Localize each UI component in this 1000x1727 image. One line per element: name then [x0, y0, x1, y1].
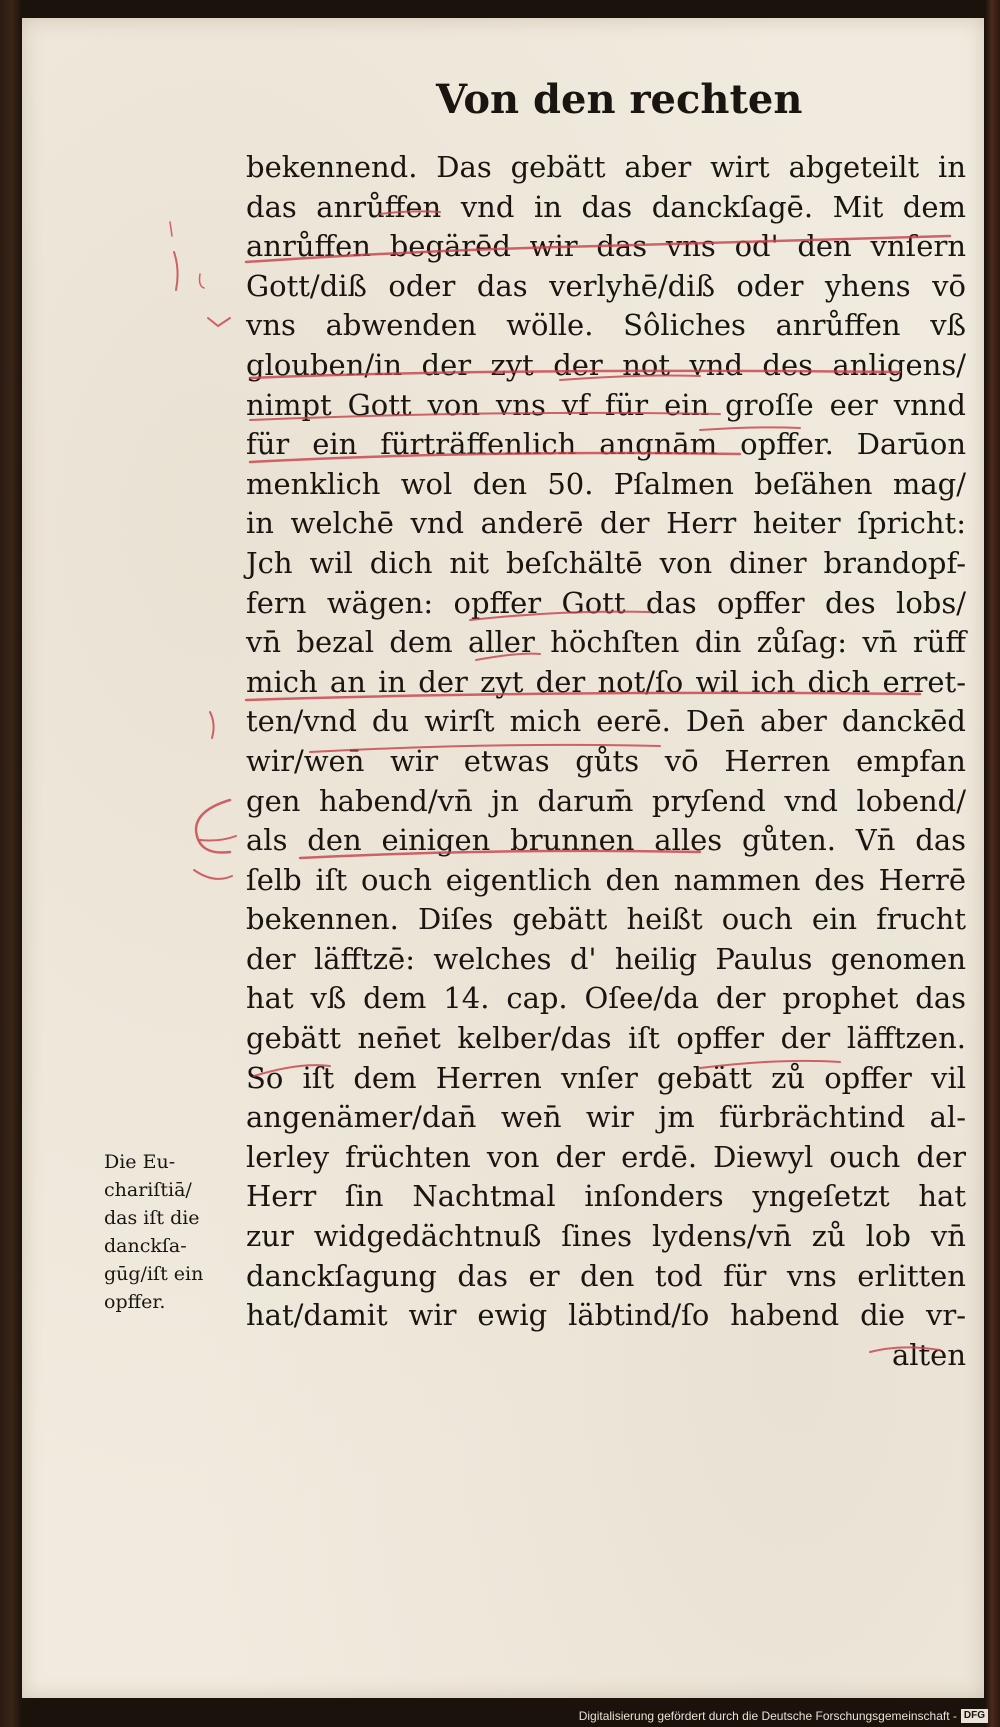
text-line: menklich wol den 50. Pſalmen beſähen mag/: [246, 466, 966, 501]
text-line: für ein fürträffenlich angnām opffer. Darūon: [246, 427, 966, 462]
text-line: das anrůffen vnd in das danckſagē. Mit dem: [246, 189, 966, 224]
text-line: Herr ſin Nachtmal inſonders yngeſetzt hat: [246, 1179, 966, 1214]
text-line: lerley früchten von der erdē. Diewyl ouch der: [246, 1139, 966, 1174]
text-line: fern wägen: opffer Gott das opffer des lobs/: [246, 585, 966, 620]
text-line: ſelb iſt ouch eigentlich den nammen des Herrē: [246, 862, 966, 897]
text-line: zur widgedächtnuß ſines lydens/vn̄ zů lob vn̄: [246, 1219, 966, 1254]
text-line: vn̄ bezal dem aller höchſten din zůſag: vn̄ rüff: [246, 625, 966, 660]
margin-note-line: danckſa-: [104, 1235, 187, 1257]
catchword: alten: [891, 1337, 966, 1372]
margin-note-line: opffer.: [104, 1291, 166, 1313]
credit-text: Digitalisierung gefördert durch die Deutsche Forschungsgemeinschaft -: [578, 1709, 957, 1723]
margin-note-line: chariſtiā/: [104, 1179, 192, 1201]
digitization-credit: [579, 1709, 988, 1723]
margin-note-line: das iſt die: [104, 1207, 200, 1229]
body-text: [246, 148, 966, 1375]
running-header: Von den rechten: [436, 76, 803, 123]
text-line: nimpt Gott von vns vf für ein groſſe eer vnnd: [246, 387, 966, 422]
text-line: mich an in der zyt der not/ſo wil ich dich erret-: [246, 664, 966, 699]
text-line: hat/damit wir ewig läbtind/ſo habend die vr-: [246, 1298, 966, 1333]
text-line: in welchē vnd anderē der Herr heiter ſpricht:: [246, 506, 966, 541]
text-line: hat vß dem 14. cap. Oſee/da der prophet das: [246, 981, 966, 1016]
margin-note: [104, 1148, 244, 1316]
text-line: gebätt nen̄et kelber/das iſt opffer der läfftzen.: [246, 1021, 966, 1056]
text-line: angenämer/dan̄ wen̄ wir jm fürbrächtind al-: [246, 1100, 966, 1135]
text-line: anrůffen begärēd wir das vns od' den vnſern: [246, 229, 966, 264]
text-line: bekennend. Das gebätt aber wirt abgeteilt in: [246, 150, 966, 184]
text-line: der läfftzē: welches d' heilig Paulus genomen: [246, 941, 966, 976]
margin-note-line: Die Eu-: [104, 1151, 176, 1173]
text-line: danckſagung das er den tod für vns erlitten: [246, 1258, 966, 1293]
text-line: ten/vnd du wirſt mich eerē. Den̄ aber danckēd: [246, 704, 966, 739]
dfg-logo: DFG: [961, 1709, 988, 1723]
text-line: glouben/in der zyt der not vnd des anligens/: [246, 347, 966, 382]
text-line: wir/wen̄ wir etwas gůts vō Herren empfan: [246, 743, 966, 778]
margin-note-line: gūg/iſt ein: [104, 1263, 204, 1285]
text-line: Jch wil dich nit beſchältē von diner brandopf-: [246, 545, 966, 580]
text-line: Gott/diß oder das verlyhē/diß oder yhens vō: [246, 268, 966, 303]
text-line: als den einigen brunnen alles gůten. Vn̄ das: [246, 823, 966, 858]
text-line: So iſt dem Herren vnſer gebätt zů opffer vil: [246, 1060, 966, 1095]
text-line: gen habend/vn̄ jn darum̄ pryſend vnd lobend/: [246, 783, 966, 818]
text-line: vns abwenden wölle. Sôliches anrůffen vß: [246, 308, 966, 343]
text-line: bekennen. Diſes gebätt heißt ouch ein frucht: [246, 902, 966, 937]
